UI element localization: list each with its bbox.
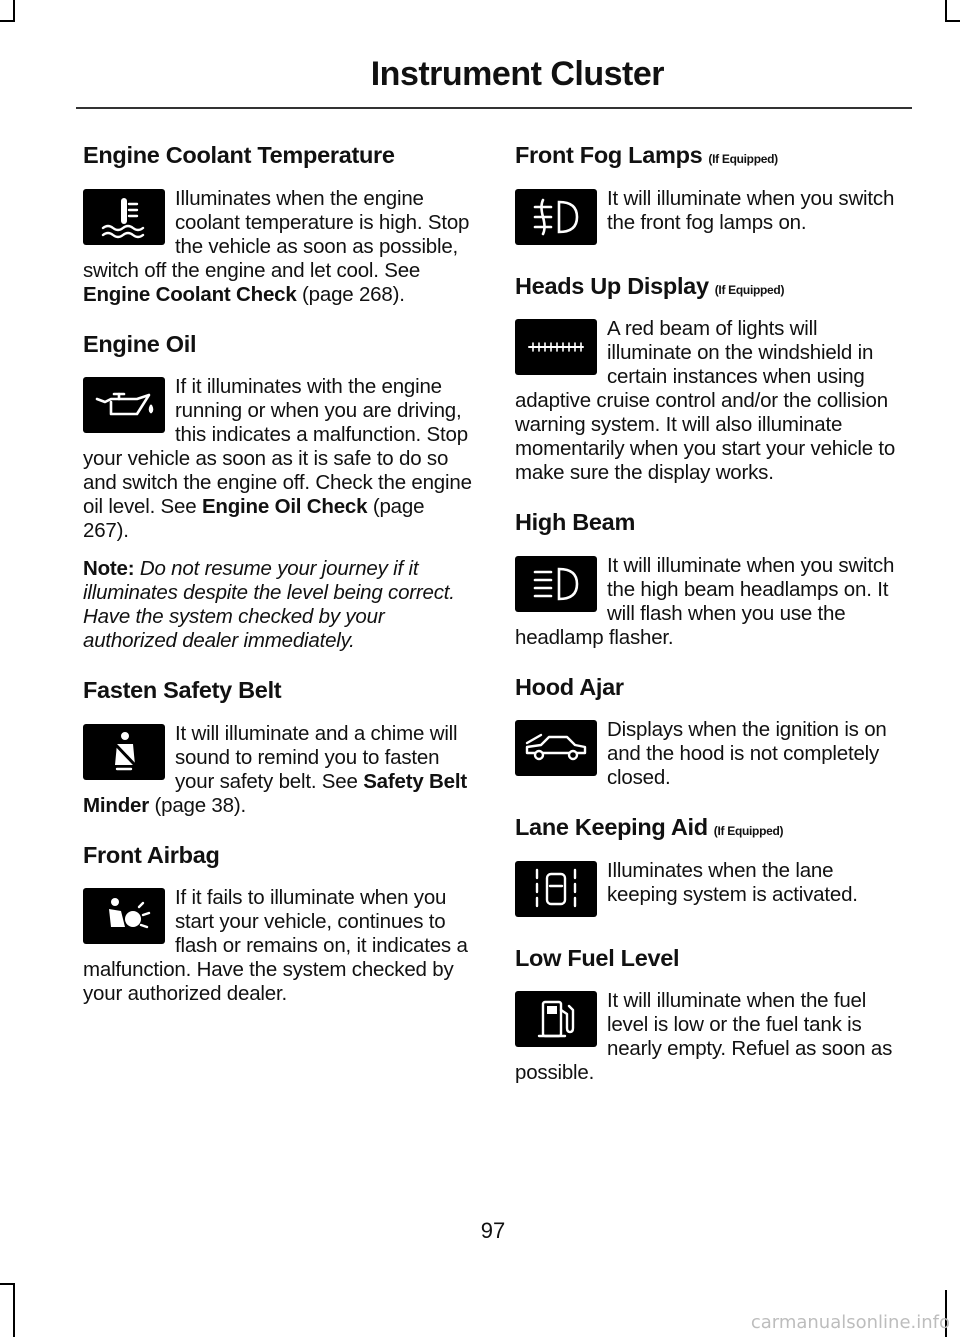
section-title: Engine Oil [83,330,197,357]
section-title: Fasten Safety Belt [83,677,282,704]
crop-mark-tl-v [13,0,15,20]
fuel-pump-icon [515,991,597,1047]
section-front-fog-lamps [515,140,907,249]
left-column [83,140,475,1028]
section-title: Engine Coolant Temperature [83,142,395,168]
section-fasten-safety-belt [83,675,475,818]
section-engine-coolant [83,140,475,307]
section-text: It will illuminate and a chime will sound to remind you to fasten your safety belt. See Safety Belt Minder (page 38). [83,721,467,817]
section-text: Displays when the ignition is on and the hood is not completely closed. [607,718,887,790]
airbag-icon [83,888,165,944]
note: Note: Do not resume your journey if it illuminates despite the level being correct. Have the system checked by your authorized dealer immediately. [83,557,455,653]
section-title: High Beam [515,509,636,536]
oil-can-icon [83,377,165,433]
section-low-fuel-level [515,943,907,1086]
section-text: It will illuminate when you switch the high beam headlamps on. It will flash when you use the headlamp flasher. [515,553,895,649]
link-engine-coolant-check[interactable]: Engine Coolant Check [83,282,297,306]
section-text: It will illuminate when you switch the front fog lamps on. [607,186,895,234]
section-text: If it fails to illuminate when you start your vehicle, continues to flash or remains on, it indicates a malfunction. Have the system checked by your authorized dealer. [83,886,468,1006]
link-engine-oil-check[interactable]: Engine Oil Check [201,495,368,519]
section-front-airbag [83,840,475,1007]
section-engine-oil [83,329,475,654]
watermark: carmanualsonline.info [750,1312,950,1333]
section-title: Lane Keeping Aid (If Equipped) [515,814,784,841]
section-lane-keeping-aid [515,812,907,921]
section-text: Illuminates when the lane keeping system is activated. [607,858,858,906]
coolant-temp-icon [83,189,165,245]
right-column [515,140,907,1107]
section-text: A red beam of lights will illuminate on the windshield in certain instances when using adaptive cruise control and/or the collision warning system. It will also illuminate momentarily when you start your vehicle to make sure the display works. [515,317,896,485]
hood-ajar-icon [515,720,597,776]
high-beam-icon [515,556,597,612]
lane-keeping-icon [515,861,597,917]
section-text: It will illuminate when the fuel level is low or the fuel tank is nearly empty. Refuel as soon as possible. [515,989,893,1085]
section-title: Low Fuel Level [515,944,680,971]
crop-mark-bl-h [0,1283,15,1285]
crop-mark-tr-v [945,0,947,20]
section-text: If it illuminates with the engine running or when you are driving, this indicates a malfunction. Stop your vehicle as soon as it is safe to do so and switch the engine off. Check the engine oil level. See Engine Oil Check (page 267). [83,375,472,543]
seatbelt-icon [83,724,165,780]
crop-mark-tr-h [945,20,960,22]
section-title: Front Fog Lamps (If Equipped) [515,142,778,168]
section-title: Heads Up Display (If Equipped) [515,272,785,299]
section-hood-ajar [515,672,907,791]
section-heads-up-display [515,271,907,486]
fog-lamp-icon [515,189,597,245]
section-title: Front Airbag [83,841,220,868]
page-title: Instrument Cluster [370,55,664,93]
heads-up-display-icon [515,319,597,375]
crop-mark-bl-v [13,1283,15,1337]
page-number: 97 [480,1218,506,1243]
link-safety-belt-minder[interactable]: Safety Belt Minder [83,769,467,817]
section-text: Illuminates when the engine coolant temperature is high. Stop the vehicle as soon as possible, switch off the engine and let cool. See Engine Coolant Check (page 268). [83,186,470,306]
section-title: Hood Ajar [515,673,624,700]
crop-mark-tl-h [0,20,15,22]
header-rule [76,107,912,109]
section-high-beam [515,507,907,650]
